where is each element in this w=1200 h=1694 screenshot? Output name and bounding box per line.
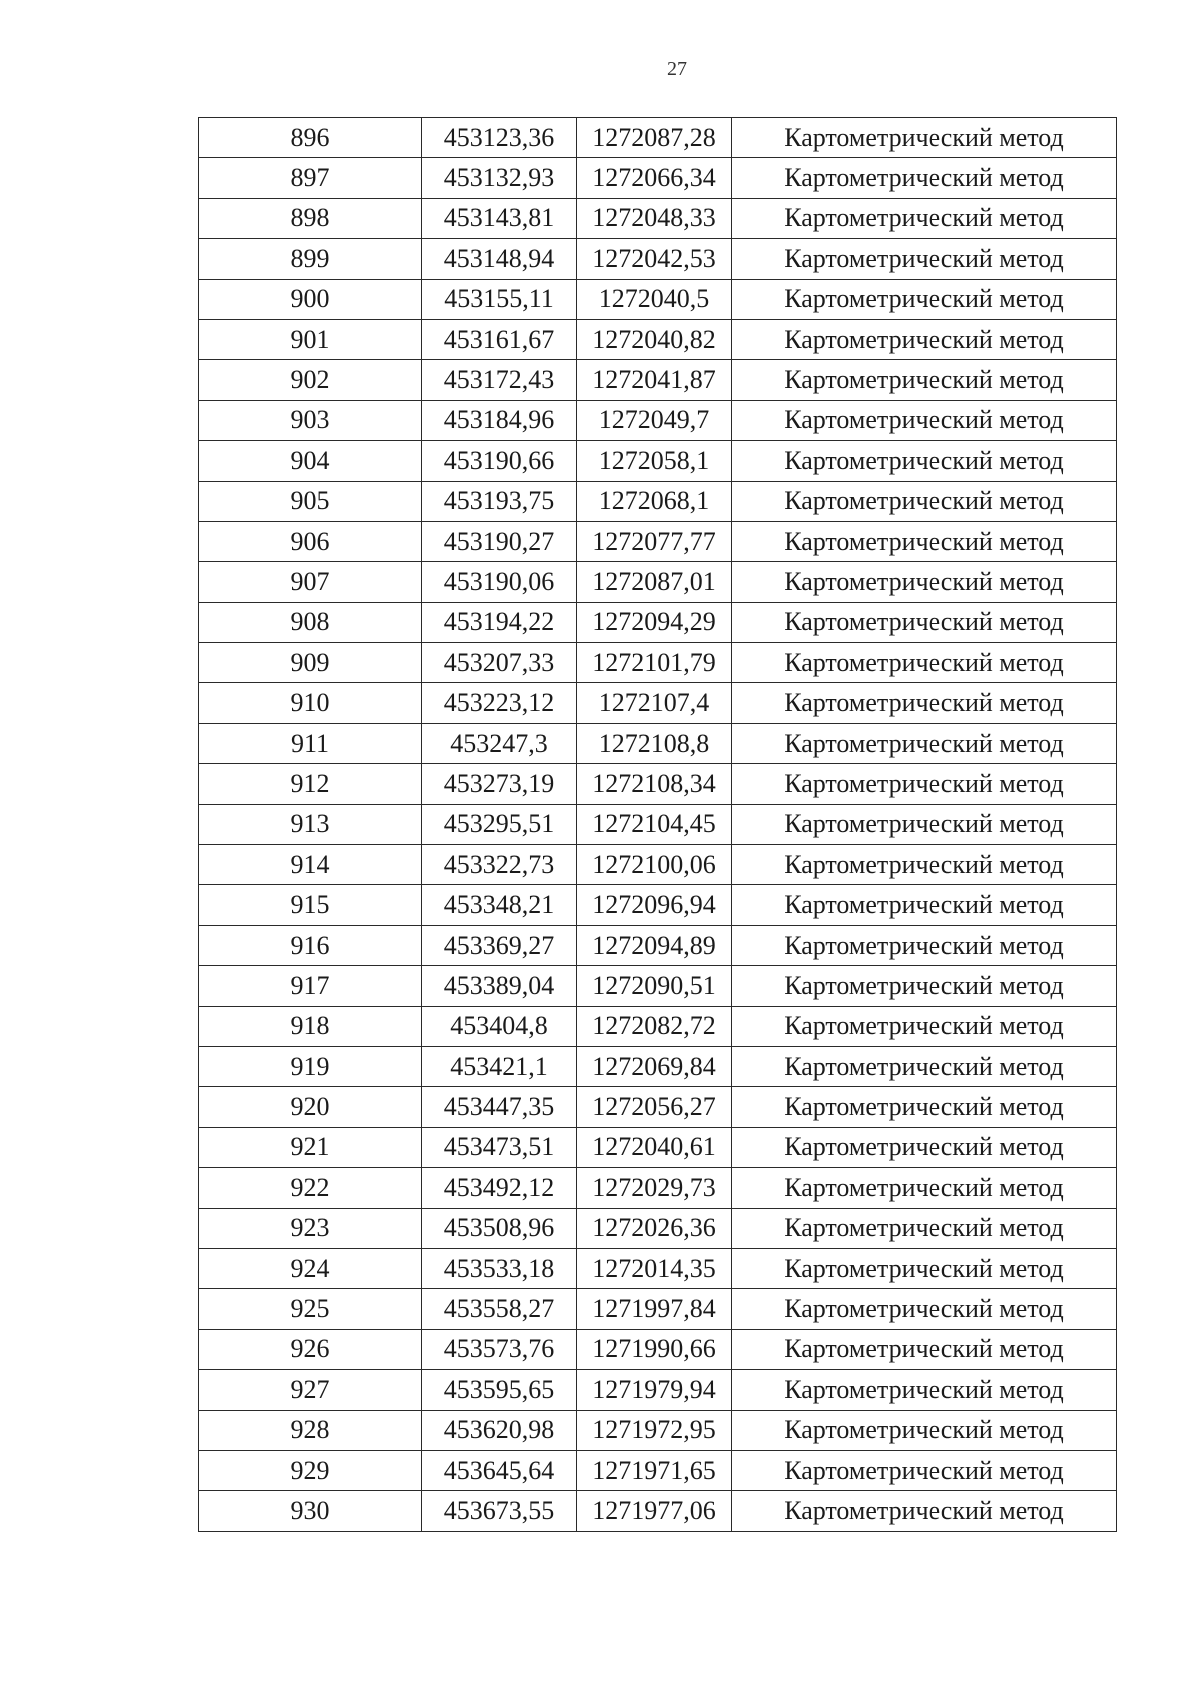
point-number-cell: 928 [199, 1410, 422, 1450]
point-number-cell: 908 [199, 602, 422, 642]
y-coordinate-cell: 1272108,34 [577, 764, 732, 804]
table-row [199, 1127, 1117, 1167]
point-number-cell: 901 [199, 319, 422, 359]
table-row [199, 239, 1117, 279]
table-row [199, 1208, 1117, 1248]
point-number-cell: 897 [199, 158, 422, 198]
table-row [199, 279, 1117, 319]
point-number-cell: 913 [199, 804, 422, 844]
method-cell: Картометрический метод [732, 521, 1117, 561]
method-cell: Картометрический метод [732, 158, 1117, 198]
table-row [199, 1168, 1117, 1208]
method-cell: Картометрический метод [732, 1289, 1117, 1329]
method-cell: Картометрический метод [732, 1168, 1117, 1208]
point-number-cell: 904 [199, 441, 422, 481]
method-cell: Картометрический метод [732, 1046, 1117, 1086]
point-number-cell: 899 [199, 239, 422, 279]
point-number-cell: 921 [199, 1127, 422, 1167]
y-coordinate-cell: 1272100,06 [577, 845, 732, 885]
table-row [199, 481, 1117, 521]
method-cell: Картометрический метод [732, 966, 1117, 1006]
point-number-cell: 912 [199, 764, 422, 804]
y-coordinate-cell: 1271990,66 [577, 1329, 732, 1369]
method-cell: Картометрический метод [732, 562, 1117, 602]
x-coordinate-cell: 453389,04 [422, 966, 577, 1006]
table-row [199, 1491, 1117, 1531]
point-number-cell: 902 [199, 360, 422, 400]
method-cell: Картометрический метод [732, 804, 1117, 844]
point-number-cell: 923 [199, 1208, 422, 1248]
method-cell: Картометрический метод [732, 1006, 1117, 1046]
method-cell: Картометрический метод [732, 1491, 1117, 1531]
table-row [199, 1046, 1117, 1086]
x-coordinate-cell: 453558,27 [422, 1289, 577, 1329]
y-coordinate-cell: 1271971,65 [577, 1450, 732, 1490]
table-row [199, 643, 1117, 683]
y-coordinate-cell: 1272069,84 [577, 1046, 732, 1086]
point-number-cell: 900 [199, 279, 422, 319]
x-coordinate-cell: 453645,64 [422, 1450, 577, 1490]
method-cell: Картометрический метод [732, 602, 1117, 642]
x-coordinate-cell: 453673,55 [422, 1491, 577, 1531]
y-coordinate-cell: 1272087,01 [577, 562, 732, 602]
x-coordinate-cell: 453172,43 [422, 360, 577, 400]
table-row [199, 885, 1117, 925]
method-cell: Картометрический метод [732, 400, 1117, 440]
point-number-cell: 905 [199, 481, 422, 521]
y-coordinate-cell: 1272077,77 [577, 521, 732, 561]
table-row [199, 1410, 1117, 1450]
point-number-cell: 896 [199, 118, 422, 158]
x-coordinate-cell: 453143,81 [422, 198, 577, 238]
x-coordinate-cell: 453508,96 [422, 1208, 577, 1248]
y-coordinate-cell: 1271972,95 [577, 1410, 732, 1450]
method-cell: Картометрический метод [732, 118, 1117, 158]
x-coordinate-cell: 453620,98 [422, 1410, 577, 1450]
table-row [199, 158, 1117, 198]
x-coordinate-cell: 453155,11 [422, 279, 577, 319]
x-coordinate-cell: 453123,36 [422, 118, 577, 158]
table-row [199, 602, 1117, 642]
y-coordinate-cell: 1272087,28 [577, 118, 732, 158]
point-number-cell: 909 [199, 643, 422, 683]
point-number-cell: 924 [199, 1248, 422, 1288]
page-number: 27 [667, 58, 687, 80]
x-coordinate-cell: 453369,27 [422, 925, 577, 965]
point-number-cell: 920 [199, 1087, 422, 1127]
method-cell: Картометрический метод [732, 1127, 1117, 1167]
y-coordinate-cell: 1272048,33 [577, 198, 732, 238]
y-coordinate-cell: 1272056,27 [577, 1087, 732, 1127]
table-row [199, 562, 1117, 602]
method-cell: Картометрический метод [732, 1329, 1117, 1369]
table-row [199, 1248, 1117, 1288]
point-number-cell: 906 [199, 521, 422, 561]
method-cell: Картометрический метод [732, 643, 1117, 683]
x-coordinate-cell: 453492,12 [422, 1168, 577, 1208]
y-coordinate-cell: 1272090,51 [577, 966, 732, 1006]
method-cell: Картометрический метод [732, 239, 1117, 279]
point-number-cell: 919 [199, 1046, 422, 1086]
method-cell: Картометрический метод [732, 1248, 1117, 1288]
table-row [199, 966, 1117, 1006]
x-coordinate-cell: 453132,93 [422, 158, 577, 198]
x-coordinate-cell: 453348,21 [422, 885, 577, 925]
y-coordinate-cell: 1272094,89 [577, 925, 732, 965]
table-row [199, 441, 1117, 481]
table-row [199, 400, 1117, 440]
method-cell: Картометрический метод [732, 481, 1117, 521]
point-number-cell: 911 [199, 723, 422, 763]
point-number-cell: 918 [199, 1006, 422, 1046]
method-cell: Картометрический метод [732, 360, 1117, 400]
table-row [199, 1289, 1117, 1329]
x-coordinate-cell: 453447,35 [422, 1087, 577, 1127]
point-number-cell: 914 [199, 845, 422, 885]
y-coordinate-cell: 1272026,36 [577, 1208, 732, 1248]
y-coordinate-cell: 1271997,84 [577, 1289, 732, 1329]
x-coordinate-cell: 453533,18 [422, 1248, 577, 1288]
point-number-cell: 915 [199, 885, 422, 925]
point-number-cell: 903 [199, 400, 422, 440]
point-number-cell: 925 [199, 1289, 422, 1329]
method-cell: Картометрический метод [732, 723, 1117, 763]
method-cell: Картометрический метод [732, 1208, 1117, 1248]
method-cell: Картометрический метод [732, 1450, 1117, 1490]
table-row [199, 118, 1117, 158]
y-coordinate-cell: 1272040,82 [577, 319, 732, 359]
table-row [199, 1450, 1117, 1490]
x-coordinate-cell: 453273,19 [422, 764, 577, 804]
coordinates-table [198, 117, 1117, 1532]
y-coordinate-cell: 1272040,61 [577, 1127, 732, 1167]
x-coordinate-cell: 453322,73 [422, 845, 577, 885]
x-coordinate-cell: 453595,65 [422, 1370, 577, 1410]
x-coordinate-cell: 453573,76 [422, 1329, 577, 1369]
y-coordinate-cell: 1272096,94 [577, 885, 732, 925]
x-coordinate-cell: 453190,66 [422, 441, 577, 481]
y-coordinate-cell: 1272042,53 [577, 239, 732, 279]
point-number-cell: 917 [199, 966, 422, 1006]
x-coordinate-cell: 453247,3 [422, 723, 577, 763]
point-number-cell: 930 [199, 1491, 422, 1531]
x-coordinate-cell: 453295,51 [422, 804, 577, 844]
point-number-cell: 922 [199, 1168, 422, 1208]
table-row [199, 683, 1117, 723]
x-coordinate-cell: 453190,06 [422, 562, 577, 602]
x-coordinate-cell: 453194,22 [422, 602, 577, 642]
y-coordinate-cell: 1272101,79 [577, 643, 732, 683]
y-coordinate-cell: 1272108,8 [577, 723, 732, 763]
method-cell: Картометрический метод [732, 925, 1117, 965]
x-coordinate-cell: 453148,94 [422, 239, 577, 279]
table-row [199, 1329, 1117, 1369]
y-coordinate-cell: 1272041,87 [577, 360, 732, 400]
table-row [199, 804, 1117, 844]
method-cell: Картометрический метод [732, 1087, 1117, 1127]
method-cell: Картометрический метод [732, 764, 1117, 804]
y-coordinate-cell: 1272029,73 [577, 1168, 732, 1208]
table-row [199, 764, 1117, 804]
table-row [199, 723, 1117, 763]
x-coordinate-cell: 453207,33 [422, 643, 577, 683]
y-coordinate-cell: 1272040,5 [577, 279, 732, 319]
point-number-cell: 898 [199, 198, 422, 238]
x-coordinate-cell: 453190,27 [422, 521, 577, 561]
method-cell: Картометрический метод [732, 885, 1117, 925]
method-cell: Картометрический метод [732, 845, 1117, 885]
method-cell: Картометрический метод [732, 1410, 1117, 1450]
x-coordinate-cell: 453473,51 [422, 1127, 577, 1167]
y-coordinate-cell: 1272104,45 [577, 804, 732, 844]
point-number-cell: 927 [199, 1370, 422, 1410]
x-coordinate-cell: 453404,8 [422, 1006, 577, 1046]
y-coordinate-cell: 1272058,1 [577, 441, 732, 481]
method-cell: Картометрический метод [732, 441, 1117, 481]
point-number-cell: 907 [199, 562, 422, 602]
y-coordinate-cell: 1271977,06 [577, 1491, 732, 1531]
y-coordinate-cell: 1272107,4 [577, 683, 732, 723]
table-row [199, 198, 1117, 238]
table-row [199, 1087, 1117, 1127]
method-cell: Картометрический метод [732, 319, 1117, 359]
x-coordinate-cell: 453184,96 [422, 400, 577, 440]
method-cell: Картометрический метод [732, 683, 1117, 723]
y-coordinate-cell: 1272068,1 [577, 481, 732, 521]
point-number-cell: 916 [199, 925, 422, 965]
coordinates-table-body [199, 118, 1117, 1532]
y-coordinate-cell: 1272066,34 [577, 158, 732, 198]
table-row [199, 521, 1117, 561]
point-number-cell: 929 [199, 1450, 422, 1490]
x-coordinate-cell: 453161,67 [422, 319, 577, 359]
method-cell: Картометрический метод [732, 198, 1117, 238]
table-row [199, 360, 1117, 400]
point-number-cell: 926 [199, 1329, 422, 1369]
point-number-cell: 910 [199, 683, 422, 723]
y-coordinate-cell: 1272082,72 [577, 1006, 732, 1046]
method-cell: Картометрический метод [732, 279, 1117, 319]
table-row [199, 925, 1117, 965]
method-cell: Картометрический метод [732, 1370, 1117, 1410]
x-coordinate-cell: 453223,12 [422, 683, 577, 723]
table-row [199, 1006, 1117, 1046]
y-coordinate-cell: 1272014,35 [577, 1248, 732, 1288]
y-coordinate-cell: 1271979,94 [577, 1370, 732, 1410]
x-coordinate-cell: 453421,1 [422, 1046, 577, 1086]
table-row [199, 1370, 1117, 1410]
y-coordinate-cell: 1272049,7 [577, 400, 732, 440]
y-coordinate-cell: 1272094,29 [577, 602, 732, 642]
table-row [199, 845, 1117, 885]
x-coordinate-cell: 453193,75 [422, 481, 577, 521]
table-row [199, 319, 1117, 359]
